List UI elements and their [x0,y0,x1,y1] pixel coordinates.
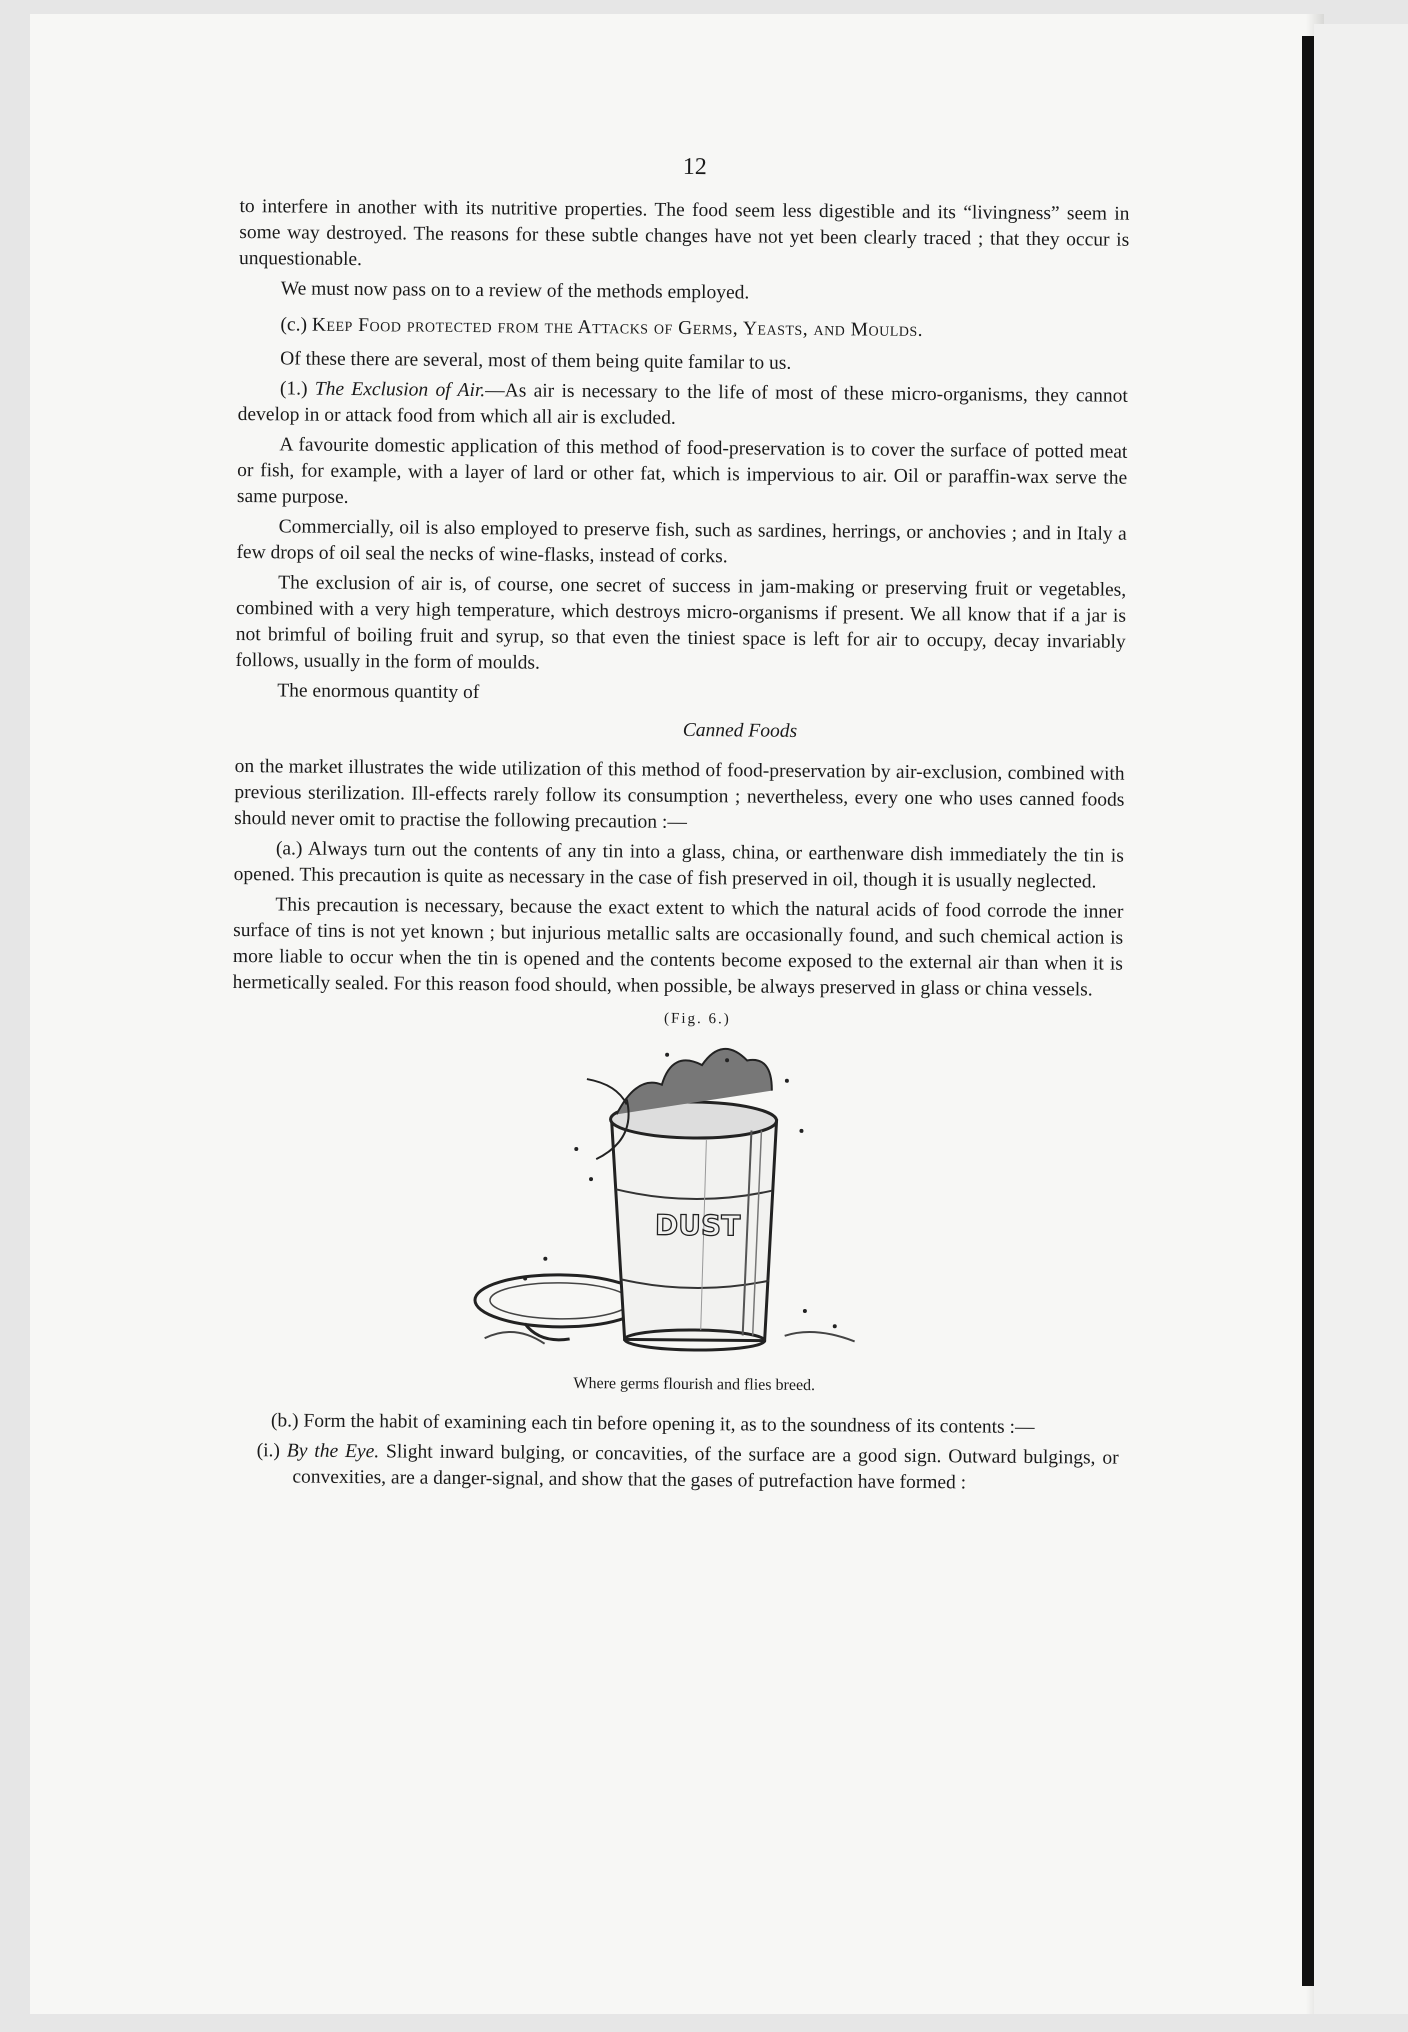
page-number: 12 [682,153,707,181]
text-column [228,150,1130,1502]
paragraph-6: Commercially, oil is also employed to preserve fish, such as sardines, herrings, or anchovies ; and in Italy a few drops of oil seal the necks of wine-flasks, instead of corks. [236,516,1127,568]
item-marker: (b.) [270,1410,299,1432]
dustbin-illustration [464,1038,887,1372]
item-text: —As air is necessary to the life of most of these micro-organisms, they cannot develop in or attack food from which all air is excluded. [237,380,1128,429]
item-text: Form the habit of examining each tin before opening it, as to the soundness of its contents :— [303,1410,1035,1438]
next-page-edge [1314,24,1408,2014]
paragraph-5: A favourite domestic application of this method of food-preservation is to cover the surface of potted meat or fish, for example, with a layer of lard or other fat, which is impervious to air. Oil or paraffin-wax serve the same purpose. [236,434,1128,508]
paragraph-7: The exclusion of air is, of course, one secret of success in jam-making or preserving fruit or vegetables, combined with a very high temperature, which destroys micro-organisms if present. We all know that if a jar is not brimful of boiling fruit and syrup, so that even the tiniest space is left for air to occupy, decay invariably follows, usually in the form of moulds. [235,572,1127,674]
paragraph-12 [229,1408,1119,1442]
paragraph-11: This precaution is necessary, because the exact extent to which the natural acids of food corrode the inner surface of tins is not yet known ; but injurious metallic salts are occasionally found, and such chemical action is more liable to occur when the tin is opened and the contents become exposed to the external air than when it is hermetically sealed. For this reason food should, when possible, be always preserved in glass or china vessels. [232,894,1124,1001]
item-text: Slight inward bulging, or concavities, of the surface are a good sign. Outward bulgings, or convexities, are a danger-signal, and show that the gases of putrefaction have formed : [292,1441,1119,1494]
paragraph-13 [228,1438,1118,1498]
item-marker: (1.) [279,378,308,400]
item-text: Always turn out the contents of any tin into a glass, china, or earthenware dish immediately the tin is opened. This precaution is quite as necessary in the case of fish preserved in oil, though it is usually neglected. [233,838,1124,893]
figure-caption: Where germs flourish and flies breed. [573,1374,816,1395]
item-title: By the Eye. [286,1440,380,1463]
paragraph-8: The enormous quantity of [277,680,480,704]
bin-label: DUST [654,1208,741,1243]
item-marker: (i.) [256,1440,281,1462]
paragraph-9: on the market illustrates the wide utilization of this method of food-preservation by air-exclusion, combined with previous sterilization. Ill-effects rarely follow its consumption ; nevertheless, every one who uses canned foods should never omit to practise the following precaution :— [234,755,1125,833]
paragraph-3: Of these there are several, most of them being quite familar to us. [280,348,792,374]
item-marker: (a.) [275,838,303,860]
canned-foods-heading: Canned Foods [682,719,798,742]
section-marker: (c.) [280,314,308,336]
paragraph-2: We must now pass on to a review of the methods employed. [280,278,750,304]
paragraph-1: to interfere in another with its nutritive properties. The food seem less digestible and its “livingness” seem in some way destroyed. The reasons for these subtle changes have not yet been clearly traced ; that they occur is unquestionable. [238,195,1130,271]
figure-label: (Fig. 6.) [663,1010,731,1028]
section-heading-text: Keep Food protected from the Attacks of Germs, Yeasts, and Moulds. [311,314,924,341]
item-title: The Exclusion of Air. [314,378,486,402]
section-heading-c [238,312,1128,346]
paragraph-10 [234,836,1124,896]
paragraph-4 [238,376,1128,436]
